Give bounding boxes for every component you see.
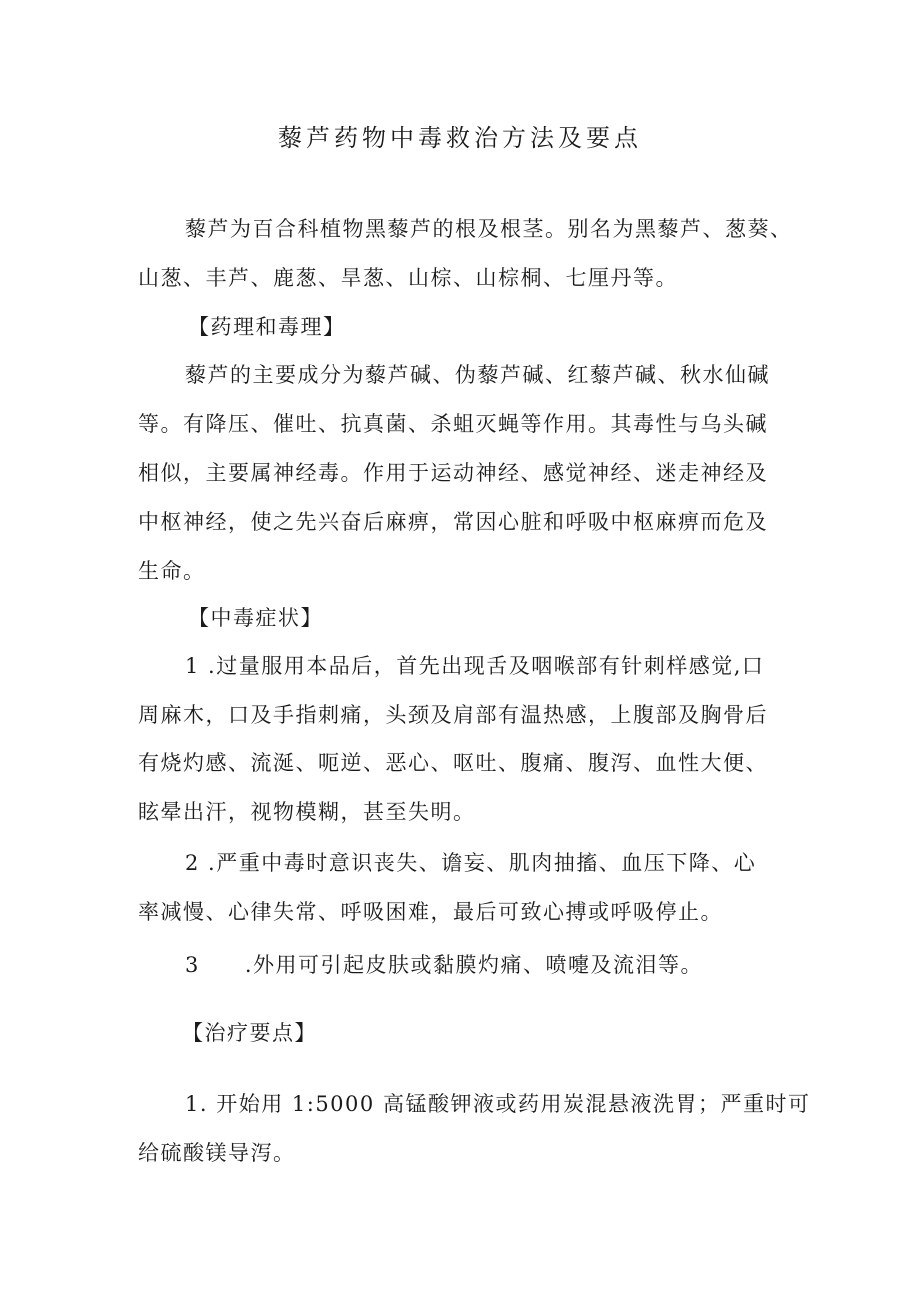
intro-line: 山葱、丰芦、鹿葱、旱葱、山棕、山棕桐、七厘丹等。 (138, 266, 678, 290)
treatment-heading: 【治疗要点】 (182, 1021, 317, 1045)
pharmacology-line: 生命。 (138, 559, 206, 583)
pharmacology-line: 相似，主要属神经毒。作用于运动神经、感觉神经、迷走神经及 (138, 461, 768, 485)
intro-line: 藜芦为百合科植物黑藜芦的根及根茎。别名为黑藜芦、葱葵、 (185, 217, 793, 241)
pharmacology-line: 中枢神经，使之先兴奋后麻痹，常因心脏和呼吸中枢麻痹而危及 (138, 510, 768, 534)
symptoms-heading: 【中毒症状】 (188, 606, 323, 630)
symptom-line: 2 .严重中毒时意识丧失、谵妄、肌肉抽搐、血压下降、心 (185, 851, 757, 875)
symptom-item-3: 3 .外用可引起皮肤或黏膜灼痛、喷嚏及流泪等。 (185, 953, 704, 977)
symptom-line: 率减慢、心律失常、呼吸困难，最后可致心搏或呼吸停止。 (138, 900, 723, 924)
symptom-line: 1 .过量服用本品后，首先出现舌及咽喉部有针刺样感觉,口 (185, 654, 765, 678)
treatment-line: 1. 开始用 1:5000 高锰酸钾液或药用炭混悬液洗胃；严重时可 (185, 1092, 811, 1116)
symptom-line: 周麻木，口及手指刺痛，头颈及肩部有温热感，上腹部及胸骨后 (138, 703, 768, 727)
document-title: 藜芦药物中毒救治方法及要点 (278, 124, 642, 152)
pharmacology-line: 等。有降压、催吐、抗真菌、杀蛆灭蝇等作用。其毒性与乌头碱 (138, 412, 768, 436)
symptom-line: 眩晕出汗，视物模糊，甚至失明。 (138, 800, 476, 824)
pharmacology-heading: 【药理和毒理】 (188, 315, 346, 339)
treatment-line: 给硫酸镁导泻。 (138, 1141, 296, 1165)
symptom-line: 有烧灼感、流涎、呃逆、恶心、呕吐、腹痛、腹泻、血性大便、 (138, 751, 768, 775)
pharmacology-line: 藜芦的主要成分为藜芦碱、伪藜芦碱、红藜芦碱、秋水仙碱 (185, 363, 770, 387)
